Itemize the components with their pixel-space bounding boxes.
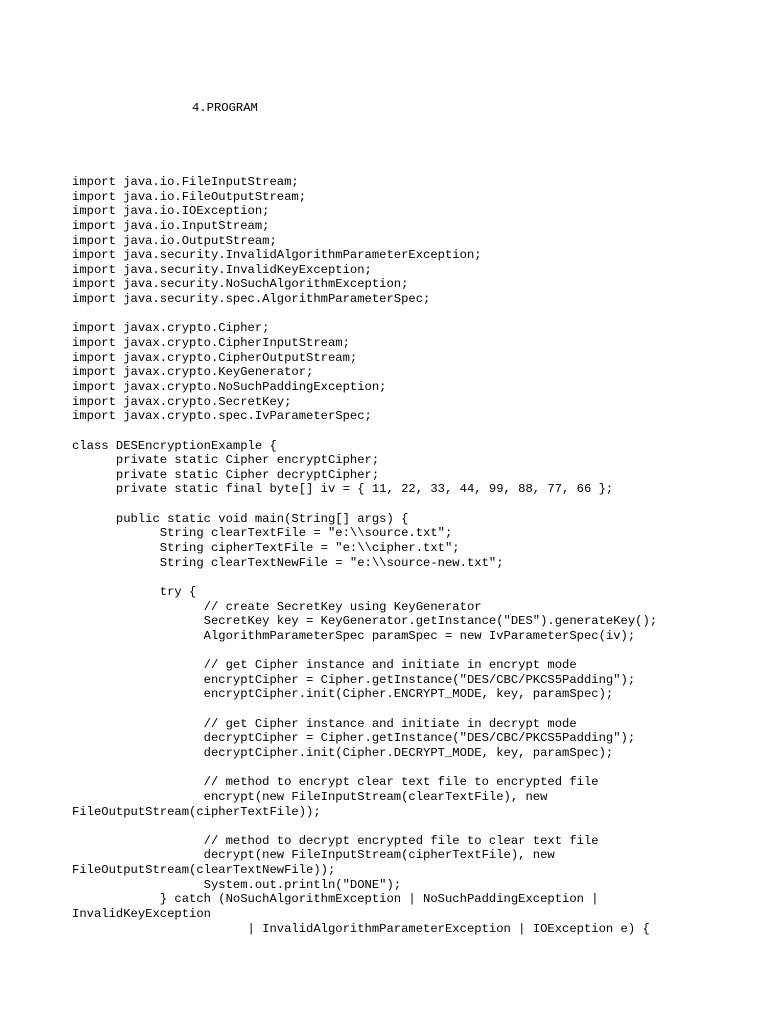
code-line: } catch (NoSuchAlgorithmException | NoSuchPaddingException | — [72, 892, 599, 907]
code-line: encryptCipher = Cipher.getInstance("DES/CBC/PKCS5Padding"); — [72, 672, 636, 687]
code-line: FileOutputStream(cipherTextFile)); — [72, 804, 321, 819]
code-line: import java.io.FileInputStream; — [72, 175, 299, 189]
code-line: import javax.crypto.SecretKey; — [72, 394, 292, 409]
code-line: import java.security.spec.AlgorithmParameterSpec; — [72, 292, 431, 307]
code-line: // create SecretKey using KeyGenerator — [72, 599, 482, 614]
code-line: import javax.crypto.CipherOutputStream; — [72, 350, 358, 365]
code-line: class DESEncryptionExample { — [72, 438, 277, 453]
code-line: private static Cipher decryptCipher; — [72, 467, 380, 482]
code-line: import javax.crypto.NoSuchPaddingException; — [72, 379, 387, 394]
code-line: import java.io.InputStream; — [72, 218, 270, 233]
code-line: import java.security.NoSuchAlgorithmException; — [72, 277, 409, 292]
code-listing — [72, 175, 657, 936]
code-line: encryptCipher.init(Cipher.ENCRYPT_MODE, key, paramSpec); — [72, 687, 614, 702]
code-line: try { — [72, 584, 197, 599]
section-heading: 4.PROGRAM — [192, 101, 258, 115]
code-line — [72, 424, 657, 439]
code-line — [72, 644, 657, 659]
code-line: encrypt(new FileInputStream(clearTextFile), new — [72, 789, 548, 804]
code-line — [72, 761, 657, 776]
code-line: String clearTextFile = "e:\\source.txt"; — [72, 526, 453, 541]
code-line — [72, 570, 657, 585]
code-line: public static void main(String[] args) { — [72, 511, 409, 526]
code-line — [72, 307, 657, 322]
code-line: import javax.crypto.KeyGenerator; — [72, 365, 314, 380]
code-line: decrypt(new FileInputStream(cipherTextFile), new — [72, 848, 555, 863]
code-line: import javax.crypto.spec.IvParameterSpec; — [72, 409, 372, 424]
code-line: AlgorithmParameterSpec paramSpec = new IvParameterSpec(iv); — [72, 628, 636, 643]
code-line: String clearTextNewFile = "e:\\source-new.txt"; — [72, 555, 504, 570]
code-line — [72, 702, 657, 717]
code-line: decryptCipher.init(Cipher.DECRYPT_MODE, key, paramSpec); — [72, 745, 614, 760]
code-line: private static final byte[] iv = { 11, 22, 33, 44, 99, 88, 77, 66 }; — [72, 482, 614, 497]
code-line: import java.security.InvalidAlgorithmParameterException; — [72, 248, 482, 263]
code-line: import java.io.IOException; — [72, 204, 270, 219]
code-line: // method to decrypt encrypted file to clear text file — [72, 833, 599, 848]
code-line: // get Cipher instance and initiate in decrypt mode — [72, 716, 577, 731]
code-line: import java.io.FileOutputStream; — [72, 189, 307, 204]
code-line: FileOutputStream(clearTextNewFile)); — [72, 863, 336, 878]
code-line: import java.security.InvalidKeyException; — [72, 262, 372, 277]
code-line: String cipherTextFile = "e:\\cipher.txt"; — [72, 541, 460, 556]
code-line: // method to encrypt clear text file to encrypted file — [72, 775, 599, 790]
code-line: System.out.println("DONE"); — [72, 877, 402, 892]
code-line — [72, 819, 657, 834]
code-line: | InvalidAlgorithmParameterException | IOException e) { — [72, 921, 650, 936]
code-line: // get Cipher instance and initiate in encrypt mode — [72, 658, 577, 673]
code-line: InvalidKeyException — [72, 907, 211, 922]
code-line: import javax.crypto.Cipher; — [72, 321, 270, 336]
code-line: decryptCipher = Cipher.getInstance("DES/CBC/PKCS5Padding"); — [72, 731, 636, 746]
code-line: SecretKey key = KeyGenerator.getInstance("DES").generateKey(); — [72, 614, 658, 629]
code-line: private static Cipher encryptCipher; — [72, 453, 380, 468]
code-line: import javax.crypto.CipherInputStream; — [72, 336, 350, 351]
code-line: import java.io.OutputStream; — [72, 233, 277, 248]
code-line — [72, 497, 657, 512]
